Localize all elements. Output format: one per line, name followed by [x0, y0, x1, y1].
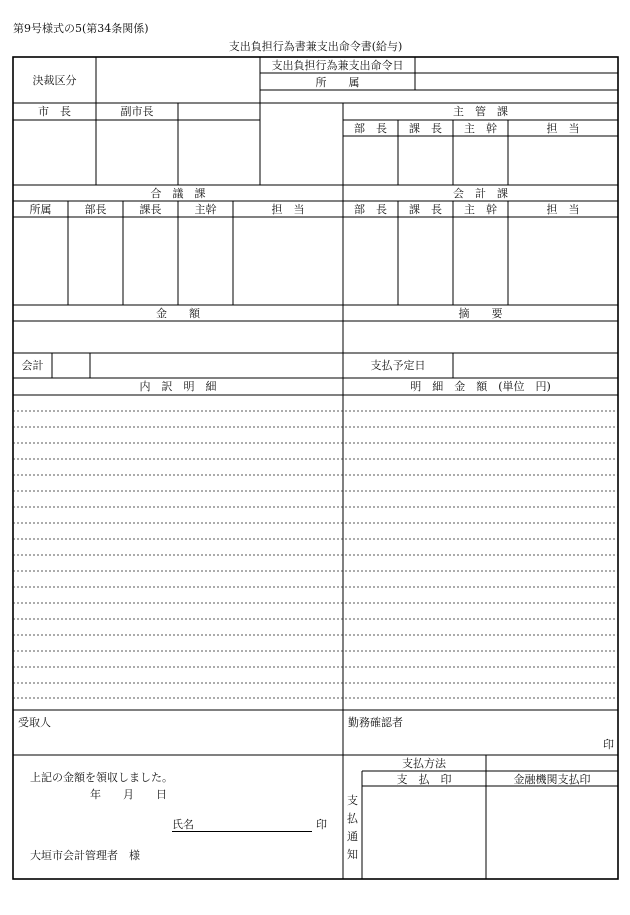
breakdown-label: 内 訳 明 細 [139, 380, 217, 393]
name-field[interactable] [172, 818, 312, 832]
main-dept-head-label: 部 長 [354, 122, 387, 135]
consult-staff-label: 担 当 [271, 203, 305, 216]
receiver-label: 受取人 [18, 716, 51, 729]
main-chief-label: 主 幹 [464, 122, 497, 135]
form-title: 支出負担行為書兼支出命令書(給与) [228, 40, 403, 53]
main-section-head-label: 課 長 [409, 122, 442, 135]
name-label: 氏名 [172, 818, 312, 832]
work-confirmer-label: 勤務確認者 [348, 716, 403, 729]
mayor-label: 市 長 [38, 105, 71, 118]
form-number: 第9号様式の5(第34条関係) [13, 22, 149, 35]
work-confirmer-seal: 印 [603, 738, 614, 751]
main-section-label: 主 管 課 [453, 105, 508, 118]
acct-dept-head-label: 部 長 [354, 203, 387, 216]
main-staff-label: 担 当 [546, 122, 580, 135]
accounting-section-title: 会 計 課 [453, 187, 508, 200]
form-border [13, 57, 618, 879]
payment-notice-char-4: 知 [347, 848, 358, 861]
name-seal-mark: 印 [316, 818, 327, 831]
consult-section-title: 合 議 課 [150, 187, 206, 200]
decision-class-label: 決裁区分 [32, 74, 77, 87]
account-label: 会計 [21, 359, 44, 372]
payment-seal-label: 支 払 印 [396, 773, 452, 786]
acct-chief-label: 主 幹 [464, 203, 497, 216]
vice-mayor-label: 副市長 [120, 105, 154, 118]
bank-seal-label: 金融機関支払印 [513, 773, 591, 786]
payment-notice-char-1: 支 [347, 794, 358, 807]
payment-notice-char-3: 通 [347, 830, 358, 843]
acct-section-head-label: 課 長 [409, 203, 442, 216]
consult-affiliation-label: 所属 [29, 203, 52, 216]
payment-date-label: 支払予定日 [370, 359, 426, 372]
detail-amount-label: 明 細 金 額 (単位 円) [410, 380, 551, 393]
affiliation-label: 所 属 [315, 76, 360, 89]
addressee: 大垣市会計管理者 様 [30, 849, 140, 862]
consult-section-head-label: 課長 [139, 203, 162, 216]
received-statement: 上記の金額を領収しました。 [30, 771, 173, 784]
consult-chief-label: 主幹 [194, 203, 217, 216]
date-line: 年 月 日 [90, 788, 167, 801]
summary-label: 摘 要 [458, 307, 503, 320]
order-date-label: 支出負担行為兼支出命令日 [271, 59, 404, 72]
acct-staff-label: 担 当 [546, 203, 580, 216]
payment-method-label: 支払方法 [402, 757, 446, 770]
consult-dept-head-label: 部長 [84, 203, 107, 216]
payment-notice-char-2: 払 [347, 812, 358, 825]
amount-label: 金 額 [156, 307, 200, 320]
detail-dashed-lines [13, 411, 618, 698]
